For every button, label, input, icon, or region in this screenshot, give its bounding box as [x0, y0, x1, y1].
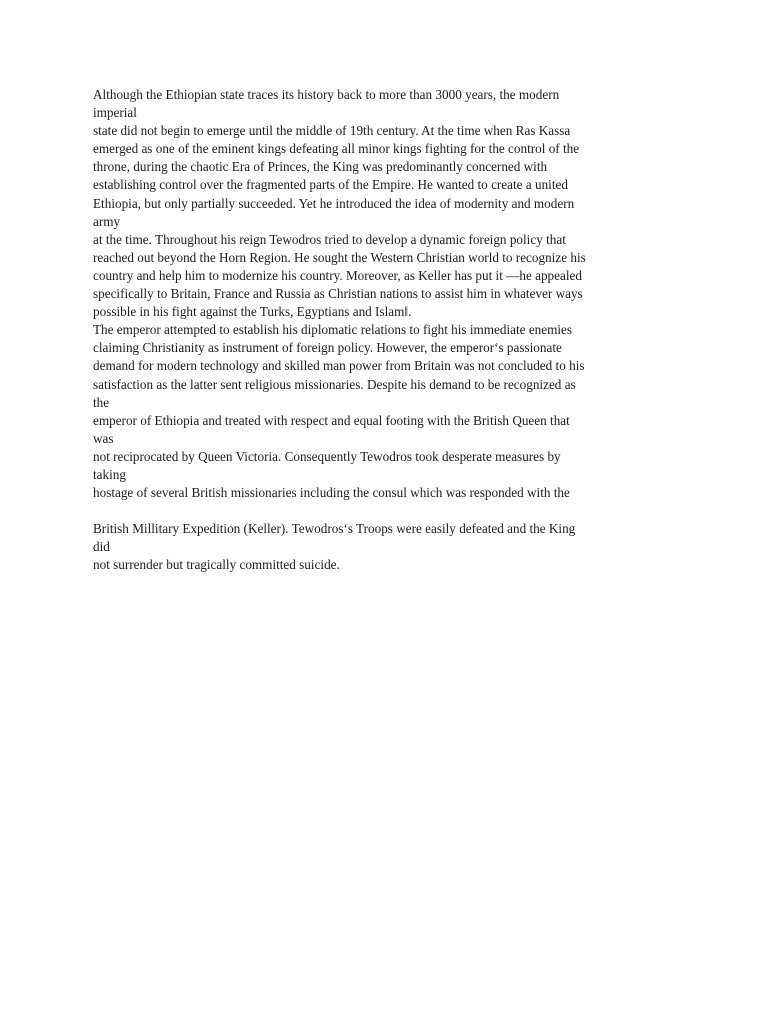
blank-line [93, 502, 673, 520]
text-line: Ethiopia, but only partially succeeded. Yet he introduced the idea of modernity and modern [93, 195, 575, 211]
text-line: Although the Ethiopian state traces its history back to more than 3000 years, the modern [93, 87, 560, 102]
text-line: demand for modern technology and skilled man power from Britain was not concluded to his [93, 358, 585, 374]
text-line: the [93, 394, 110, 410]
text-line: not reciprocated by Queen Victoria. Consequently Tewodros took desperate measures by [93, 448, 561, 464]
text-line: possible in his fight against the Turks, Egyptians and Islam‖. [93, 304, 412, 320]
text-line: hostage of several British missionaries including the consul which was responded with the [93, 485, 570, 501]
text-line: satisfaction as the latter sent religious missionaries. Despite his demand to be recognized as [93, 376, 576, 392]
text-line: specifically to Britain, France and Russia as Christian nations to assist him in whatever ways [93, 286, 583, 302]
text-line: not surrender but tragically committed suicide. [93, 557, 340, 573]
text-line: army [93, 213, 121, 229]
text-line: throne, during the chaotic Era of Princes, the King was predominantly concerned with [93, 159, 548, 175]
text-line: country and help him to modernize his country. Moreover, as Keller has put it ―he appealed [93, 267, 582, 283]
text-line: establishing control over the fragmented parts of the Empire. He wanted to create a united [93, 177, 568, 193]
body-text [93, 86, 673, 575]
text-line: at the time. Throughout his reign Tewodros tried to develop a dynamic foreign policy that [93, 231, 566, 247]
text-line: emerged as one of the eminent kings defeating all minor kings fighting for the control of the [93, 141, 580, 157]
text-line: The emperor attempted to establish his diplomatic relations to fight his immediate enemies [93, 322, 573, 338]
text-line: taking [93, 466, 126, 482]
text-line: claiming Christianity as instrument of foreign policy. However, the emperor‘s passionate [93, 340, 562, 356]
text-line: imperial [93, 105, 137, 121]
text-line: emperor of Ethiopia and treated with respect and equal footing with the British Queen that [93, 412, 570, 428]
text-line: British Millitary Expedition (Keller). Tewodros‘s Troops were easily defeated and the King [93, 521, 576, 537]
text-line: state did not begin to emerge until the middle of 19th century. At the time when Ras Kassa [93, 123, 571, 139]
text-line: reached out beyond the Horn Region. He sought the Western Christian world to recognize his [93, 249, 586, 265]
text-line: was [93, 430, 114, 446]
text-line: did [93, 539, 110, 555]
